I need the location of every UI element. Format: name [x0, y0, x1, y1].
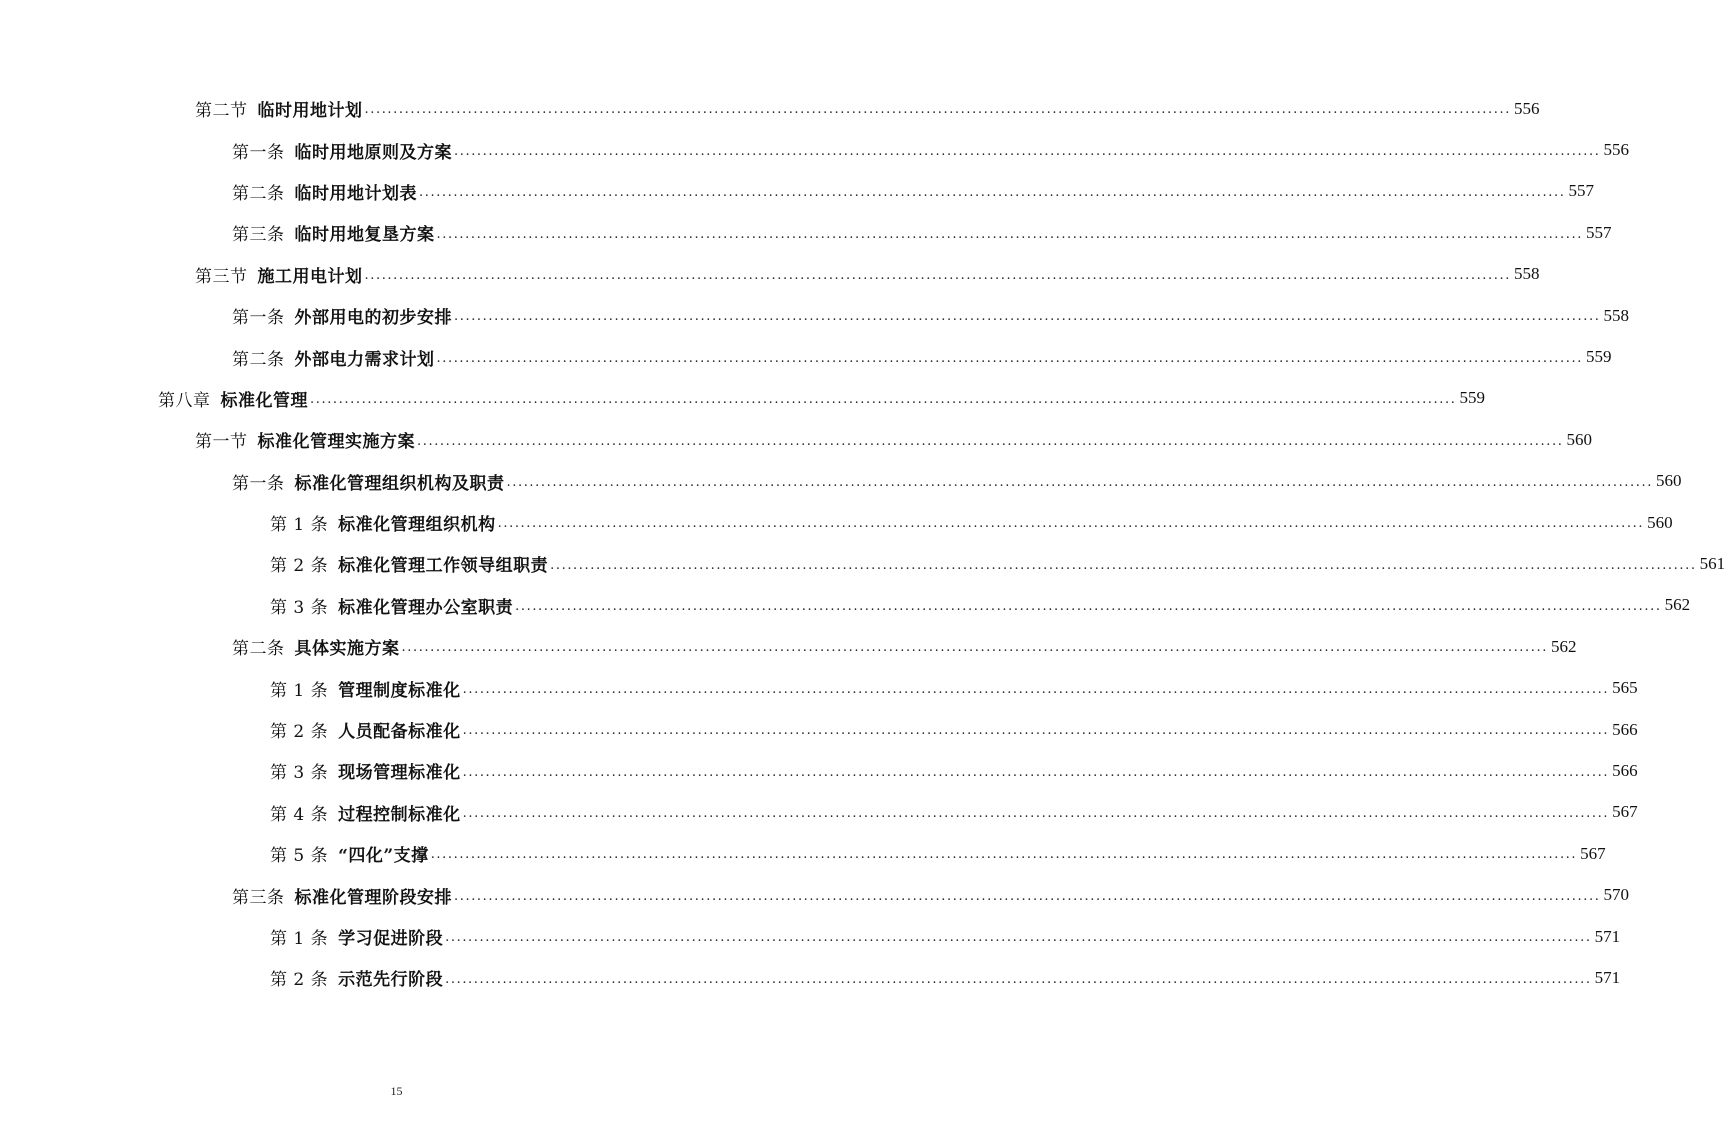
toc-entry-title: 过程控制标准化: [338, 804, 461, 825]
toc-entry[interactable]: [0, 626, 1577, 667]
toc-entry-label: 第 1 条: [270, 929, 329, 949]
toc-entry-title: 标准化管理办公室职责: [338, 597, 514, 618]
toc-entry[interactable]: [0, 461, 1682, 502]
toc-entry[interactable]: [0, 585, 1691, 626]
toc-entry-page: 566: [1612, 760, 1638, 780]
dot-leader: ........................................................................................................................................................................................................: [454, 309, 1601, 325]
toc-entry-title: 具体实施方案: [294, 639, 400, 660]
toc-entry[interactable]: [0, 543, 1725, 584]
toc-entry-label: 第一条: [232, 473, 285, 494]
toc-entry-page: 558: [1603, 305, 1629, 325]
toc-entry-page: 567: [1580, 843, 1606, 863]
toc-entry-page: 559: [1459, 388, 1485, 408]
toc-entry-title: 标准化管理组织机构及职责: [294, 473, 505, 494]
toc-entry-label: 第 3 条: [270, 597, 329, 618]
toc-entry-page: 567: [1612, 802, 1638, 822]
dot-leader: ........................................................................................................................................................................................................: [436, 226, 1583, 242]
toc-entry-label: 第三节: [195, 266, 248, 287]
toc-entry-page: 571: [1594, 967, 1621, 987]
toc-entry[interactable]: [0, 957, 1621, 998]
toc-entry[interactable]: [0, 129, 1629, 170]
dot-leader: ........................................................................................................................................................................................................: [462, 681, 1610, 697]
dot-leader: ........................................................................................................................................................................................................: [401, 640, 1548, 656]
toc-entry-page: 562: [1664, 595, 1691, 615]
dot-leader: ........................................................................................................................................................................................................: [419, 185, 1566, 201]
toc-entry-label: 第一条: [232, 308, 285, 329]
toc-entry-page: 560: [1655, 471, 1682, 491]
dot-leader: ........................................................................................................................................................................................................: [550, 557, 1697, 573]
toc-entry-page: 556: [1513, 98, 1540, 118]
toc-entry-label: 第一条: [232, 142, 285, 163]
toc-entry-page: 557: [1585, 222, 1612, 242]
page-number: 15: [390, 1084, 403, 1098]
toc-entry-label: 第 5 条: [270, 846, 329, 867]
toc-entry[interactable]: [0, 295, 1629, 336]
toc-entry-label: 第二节: [195, 101, 248, 122]
toc-entry-page: 565: [1612, 678, 1638, 698]
toc-entry-page: 570: [1603, 885, 1629, 905]
toc-entry-title: 外部电力需求计划: [294, 349, 435, 370]
toc-entry-title: 临时用地原则及方案: [294, 142, 452, 163]
dot-leader: ........................................................................................................................................................................................................: [364, 102, 1511, 118]
toc-entry[interactable]: [0, 88, 1540, 129]
toc-entry-page: 558: [1513, 264, 1540, 284]
toc-entry[interactable]: [0, 874, 1629, 915]
toc-entry-title: 临时用地计划: [257, 101, 363, 122]
toc-entry-page: 559: [1585, 347, 1612, 367]
toc-entry-page: 561: [1699, 553, 1725, 573]
toc-entry[interactable]: [0, 212, 1612, 253]
toc-entry-page: 560: [1566, 429, 1592, 449]
toc-entry-label: 第 3 条: [270, 763, 329, 784]
dot-leader: ........................................................................................................................................................................................................: [515, 599, 1662, 615]
toc-entry-title: 标准化管理工作领导组职责: [338, 556, 549, 577]
toc-entry-title: 示范先行阶段: [338, 970, 444, 991]
toc-entry-label: 第二条: [232, 639, 285, 660]
toc-entry[interactable]: [0, 709, 1638, 750]
dot-leader: ........................................................................................................................................................................................................: [310, 392, 1457, 408]
toc-entry-title: 标准化管理: [220, 390, 308, 411]
dot-leader: ........................................................................................................................................................................................................: [454, 888, 1601, 904]
toc-entry-label: 第二条: [232, 183, 285, 204]
toc-entry[interactable]: [0, 419, 1592, 460]
toc-entry-label: 第 4 条: [270, 804, 329, 825]
toc-entry-title: 管理制度标准化: [338, 680, 461, 701]
dot-leader: ........................................................................................................................................................................................................: [462, 806, 1610, 822]
toc-entry-title: 标准化管理组织机构: [338, 515, 496, 536]
toc-entry-title: 外部用电的初步安排: [294, 308, 452, 329]
toc-entry-label: 第一节: [195, 432, 248, 453]
toc-entry-title: “四化”支撑: [338, 846, 429, 867]
toc-entry-label: 第 2 条: [270, 722, 329, 743]
toc-entry[interactable]: [0, 378, 1485, 419]
toc-entry-page: 571: [1594, 926, 1621, 946]
toc-entry-title: 标准化管理阶段安排: [294, 887, 452, 908]
dot-leader: ........................................................................................................................................................................................................: [436, 350, 1583, 366]
toc-entry[interactable]: [0, 254, 1540, 295]
toc-entry-label: 第 2 条: [270, 970, 329, 991]
toc-entry[interactable]: [0, 916, 1621, 957]
toc-entry-title: 临时用地复垦方案: [294, 225, 435, 246]
toc-entry-title: 标准化管理实施方案: [257, 432, 415, 453]
toc-entry-label: 第 1 条: [270, 515, 329, 536]
toc-entry[interactable]: [0, 171, 1594, 212]
toc-entry-page: 566: [1612, 719, 1638, 739]
toc-entry-title: 临时用地计划表: [294, 183, 417, 204]
toc-entry-page: 562: [1550, 636, 1577, 656]
dot-leader: ........................................................................................................................................................................................................: [430, 847, 1578, 863]
toc-entry-title: 施工用电计划: [257, 266, 363, 287]
toc-entry[interactable]: [0, 502, 1673, 543]
dot-leader: ........................................................................................................................................................................................................: [445, 971, 1592, 987]
toc-entry-label: 第二条: [232, 349, 285, 370]
toc-entry-label: 第八章: [158, 390, 211, 411]
toc-entry[interactable]: [0, 336, 1612, 377]
toc-entry[interactable]: [0, 792, 1638, 833]
dot-leader: ........................................................................................................................................................................................................: [364, 267, 1511, 283]
table-of-contents: [0, 88, 1725, 999]
toc-entry-title: 学习促进阶段: [338, 929, 444, 949]
toc-entry-page: 556: [1603, 140, 1629, 160]
dot-leader: ........................................................................................................................................................................................................: [462, 764, 1610, 780]
dot-leader: ........................................................................................................................................................................................................: [462, 723, 1610, 739]
dot-leader: ........................................................................................................................................................................................................: [417, 433, 1564, 449]
toc-entry[interactable]: [0, 833, 1606, 874]
toc-entry-label: 第 1 条: [270, 680, 329, 701]
toc-entry-title: 人员配备标准化: [338, 722, 461, 743]
toc-entry-page: 560: [1647, 512, 1673, 532]
dot-leader: ........................................................................................................................................................................................................: [506, 474, 1653, 490]
dot-leader: ........................................................................................................................................................................................................: [445, 930, 1592, 946]
dot-leader: ........................................................................................................................................................................................................: [454, 143, 1601, 159]
toc-entry[interactable]: [0, 750, 1638, 791]
toc-entry-page: 557: [1568, 181, 1594, 201]
toc-entry-label: 第三条: [232, 225, 285, 246]
toc-entry-label: 第 2 条: [270, 556, 329, 577]
toc-entry[interactable]: [0, 667, 1638, 708]
toc-entry-label: 第三条: [232, 887, 285, 908]
dot-leader: ........................................................................................................................................................................................................: [497, 516, 1645, 532]
toc-entry-title: 现场管理标准化: [338, 763, 461, 784]
